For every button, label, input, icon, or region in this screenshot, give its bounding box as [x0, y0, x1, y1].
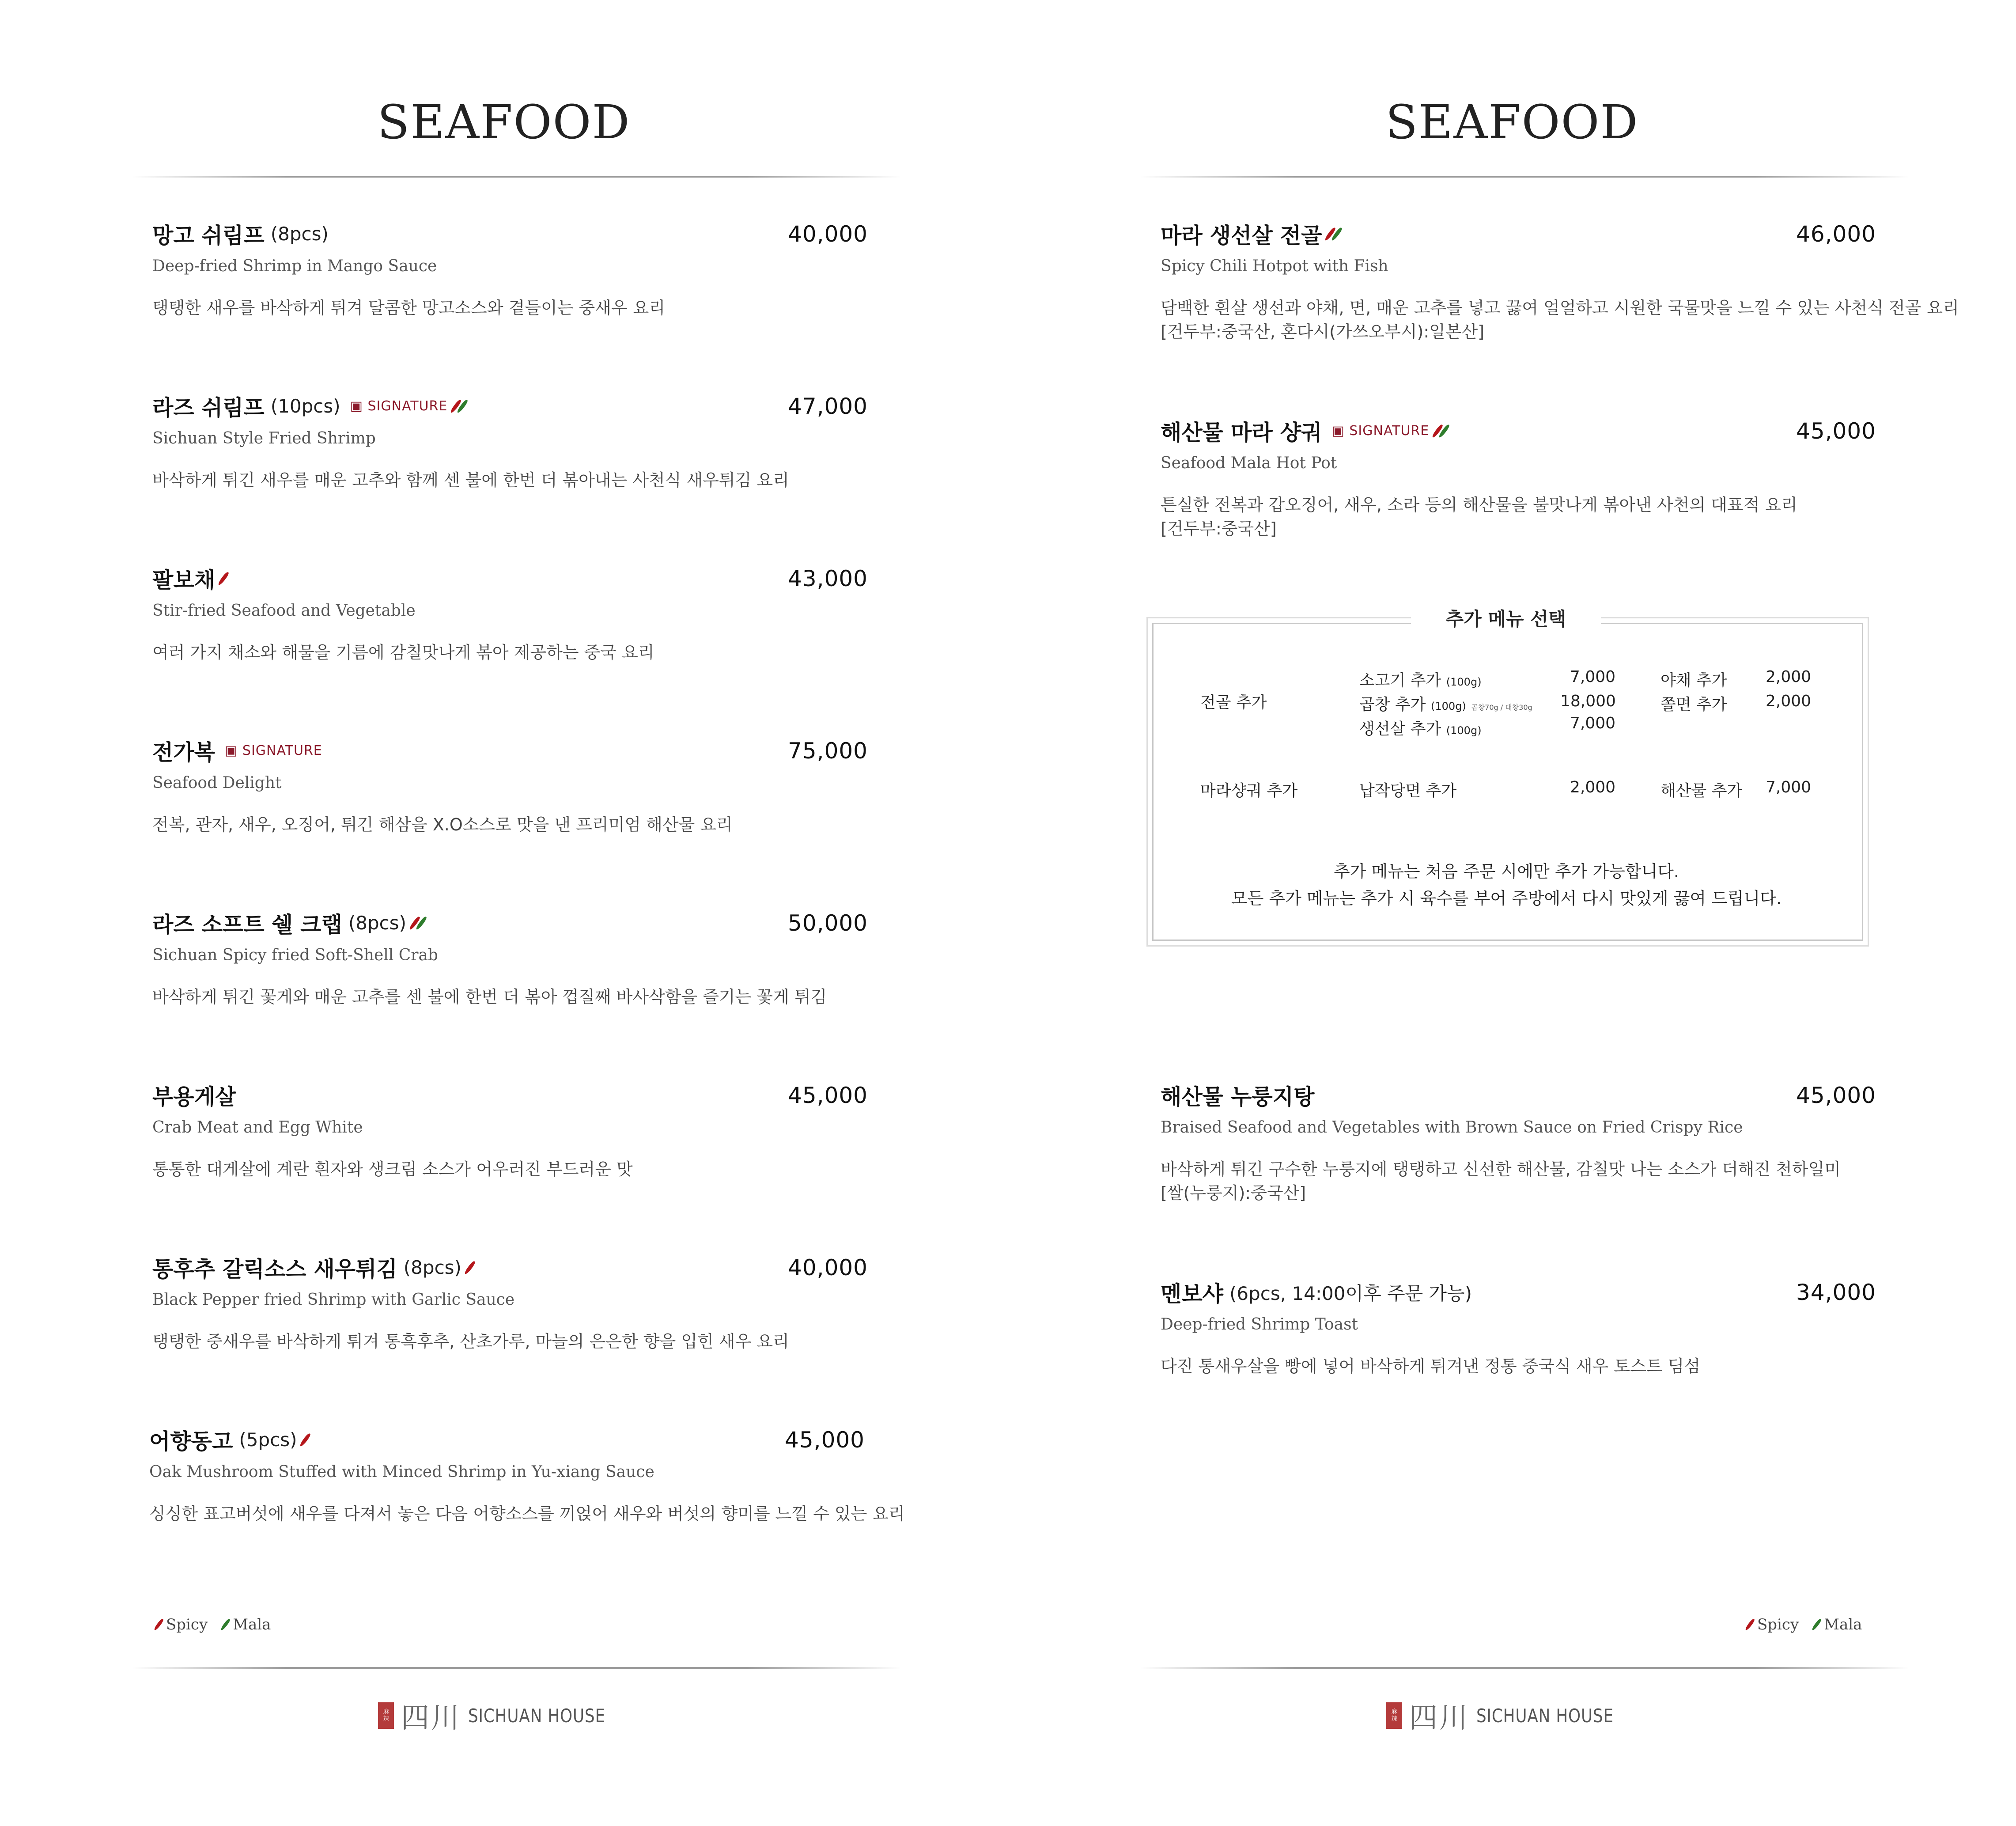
spice-legend [157, 1616, 287, 1633]
spicy-icon [463, 1261, 476, 1275]
addon-note: 추가 메뉴는 처음 주문 시에만 추가 가능합니다. [1333, 862, 1679, 881]
legend-mala-label: Mala [233, 1616, 271, 1633]
item-price: 45,000 [785, 1427, 865, 1453]
addon-vegetable-price: 2,000 [1766, 668, 1812, 686]
addon-hotpot-label: 전골 추가 [1200, 693, 1267, 712]
addon-beef: 소고기 추가 (100g) [1359, 671, 1482, 689]
item-quantity: (8pcs) [270, 223, 329, 245]
item-price: 46,000 [1796, 221, 1876, 247]
item-description: 여러 가지 채소와 해물을 기름에 감칠맛나게 볶아 제공하는 중국 요리 [152, 643, 654, 662]
menu-item [1161, 1276, 1876, 1426]
spice-indicator [303, 1433, 310, 1447]
divider [132, 176, 901, 178]
item-name: 통후추 갈릭소스 새우튀김 [152, 1256, 397, 1282]
item-description: 통통한 대게살에 계란 흰자와 생크림 소스가 어우러진 부드러운 맛 [152, 1159, 633, 1179]
item-description: 바삭하게 튀긴 구수한 누룽지에 탱탱하고 신선한 해산물, 감칠맛 나는 소스가 더해진 천하일미 [쌀(누룽지):중국산] [1161, 1157, 1841, 1205]
page-title: SEAFOOD [1385, 95, 1639, 149]
brand-logo [0, 1695, 1008, 1736]
item-english-name: Oak Mushroom Stuffed with Minced Shrimp in Yu-xiang Sauce [149, 1463, 654, 1481]
legend-spicy-label: Spicy [166, 1616, 208, 1633]
item-price: 34,000 [1796, 1279, 1876, 1305]
item-description: 탱탱한 새우를 바삭하게 튀겨 달콤한 망고소스와 곁들이는 중새우 요리 [152, 298, 666, 318]
spicy-icon [153, 1618, 164, 1631]
item-description: 전복, 관자, 새우, 오징어, 튀긴 해삼을 X.O소스로 맛을 낸 프리미엄 해산물 요리 [152, 815, 733, 834]
item-description: 다진 통새우살을 빵에 넣어 바삭하게 튀겨낸 정통 중국식 새우 토스트 딤섬 [1161, 1356, 1701, 1376]
item-name: 멘보샤 [1161, 1281, 1224, 1307]
item-price: 43,000 [788, 565, 868, 591]
menu-item [152, 1079, 868, 1229]
addon-tripe: 곱창 추가 (100g) 곱창70g / 대창30g [1359, 696, 1532, 714]
item-english-name: Seafood Mala Hot Pot [1161, 454, 1337, 472]
spicy-icon [1744, 1618, 1755, 1631]
item-description: 바삭하게 튀긴 꽃게와 매운 고추를 센 불에 한번 더 볶아 껍질째 바사삭함을 즐기는 꽃게 튀김 [152, 987, 827, 1007]
item-english-name: Black Pepper fried Shrimp with Garlic Sauce [152, 1291, 515, 1309]
logo-english: SICHUAN HOUSE [468, 1705, 606, 1727]
item-english-name: Deep-fried Shrimp Toast [1161, 1315, 1358, 1334]
item-quantity: (5pcs) [239, 1429, 297, 1451]
menu-item [152, 906, 868, 1057]
item-price: 40,000 [788, 221, 868, 247]
divider [1141, 1667, 1909, 1669]
menu-item [152, 390, 868, 540]
brand-logo [1008, 1695, 2016, 1736]
item-name: 전가복 [152, 739, 216, 765]
addon-beef-price: 7,000 [1570, 668, 1616, 686]
item-english-name: Braised Seafood and Vegetables with Brown Sauce on Fried Crispy Rice [1161, 1118, 1743, 1137]
signature-badge: ▣ SIGNATURE [1331, 423, 1430, 439]
item-price: 47,000 [788, 393, 868, 419]
origin-note: [쌀(누룽지):중국산] [1161, 1183, 1306, 1203]
item-quantity: (8pcs) [403, 1257, 461, 1278]
item-price: 45,000 [788, 1082, 868, 1108]
item-name: 망고 쉬림프 [152, 223, 265, 248]
addon-tripe-price: 18,000 [1560, 692, 1616, 710]
spicy-icon [299, 1433, 312, 1447]
item-description: 바삭하게 튀긴 새우를 매운 고추와 함께 센 불에 한번 더 볶아내는 사천식 새우튀김 요리 [152, 470, 789, 490]
spice-legend [1748, 1616, 1862, 1633]
item-quantity: (6pcs, 14:00이후 주문 가능) [1229, 1282, 1472, 1304]
item-name: 해산물 누룽지탕 [1161, 1084, 1315, 1110]
addon-noodle-price: 2,000 [1766, 692, 1812, 710]
item-name: 부용게살 [152, 1084, 236, 1110]
spice-indicator [1435, 424, 1449, 438]
item-name: 라즈 쉬림프 [152, 395, 265, 421]
item-name: 어향동고 [149, 1428, 233, 1454]
item-name: 라즈 소프트 쉘 크랩 [152, 912, 342, 937]
spice-indicator [468, 1261, 474, 1274]
addon-seafood: 해산물 추가 [1660, 782, 1743, 800]
menu-item [152, 217, 868, 367]
signature-badge: ▣ SIGNATURE [350, 398, 448, 414]
menu-item [152, 1251, 868, 1401]
spice-indicator [221, 572, 228, 585]
item-description: 튼실한 전복과 갑오징어, 새우, 소라 등의 해산물을 불맛나게 볶아낸 사천의 대표적 요리 [건두부:중국산] [1161, 493, 1797, 541]
signature-badge: ▣ SIGNATURE [225, 743, 322, 758]
item-description: 탱탱한 중새우를 바삭하게 튀겨 통흑후추, 산초가루, 마늘의 은은한 향을 입힌 새우 요리 [152, 1332, 789, 1351]
item-english-name: Spicy Chili Hotpot with Fish [1161, 257, 1388, 275]
item-english-name: Crab Meat and Egg White [152, 1118, 363, 1137]
addon-title: 추가 메뉴 선택 [1411, 608, 1601, 630]
origin-note: [건두부:중국산] [1161, 519, 1277, 538]
menu-item [1161, 414, 1876, 564]
item-price: 50,000 [788, 910, 868, 936]
addon-mala-label: 마라샹궈 추가 [1200, 782, 1298, 800]
item-name: 마라 생선살 전골 [1161, 223, 1322, 248]
addon-vegetable: 야채 추가 [1660, 671, 1727, 689]
mala-icon [220, 1618, 231, 1631]
item-english-name: Sichuan Style Fried Shrimp [152, 429, 376, 447]
item-price: 45,000 [1796, 1082, 1876, 1108]
legend-spicy-label: Spicy [1757, 1616, 1799, 1633]
page-title: SEAFOOD [377, 95, 631, 149]
spicy-icon [217, 572, 230, 586]
spice-indicator [454, 400, 467, 413]
legend-mala-label: Mala [1824, 1616, 1862, 1633]
addon-seafood-price: 7,000 [1766, 778, 1812, 796]
item-quantity: (8pcs) [348, 912, 406, 934]
menu-item [152, 562, 868, 712]
spice-indicator [412, 917, 426, 930]
item-english-name: Sichuan Spicy fried Soft-Shell Crab [152, 946, 438, 964]
seal-icon: 麻 辣 [1386, 1702, 1402, 1729]
addon-fish-price: 7,000 [1570, 714, 1616, 732]
divider [1141, 176, 1909, 178]
logo-english: SICHUAN HOUSE [1476, 1705, 1614, 1727]
addon-noodle: 쫄면 추가 [1660, 696, 1727, 714]
addon-note: 모든 추가 메뉴는 추가 시 육수를 부어 주방에서 다시 맛있게 끓여 드립니다. [1231, 889, 1782, 908]
item-english-name: Deep-fried Shrimp in Mango Sauce [152, 257, 437, 275]
item-quantity: (10pcs) [270, 395, 340, 417]
addon-fish: 생선살 추가 (100g) [1359, 720, 1482, 738]
item-english-name: Seafood Delight [152, 774, 282, 792]
mala-icon [1811, 1618, 1822, 1631]
addon-glass-noodle: 납작당면 추가 [1359, 782, 1457, 800]
spice-indicator [1328, 227, 1341, 241]
menu-item [149, 1423, 905, 1573]
item-name: 해산물 마라 샹궈 [1161, 420, 1322, 445]
item-name: 팔보채 [152, 567, 216, 593]
addon-glass-noodle-price: 2,000 [1570, 778, 1616, 796]
item-description: 담백한 흰살 생선과 야채, 면, 매운 고추를 넣고 끓여 얼얼하고 시원한 국물맛을 느낄 수 있는 사천식 전골 요리 [건두부:중국산, 혼다시(가쓰오부시):일본산] [1161, 296, 1959, 344]
item-price: 75,000 [788, 738, 868, 764]
divider [132, 1667, 901, 1669]
item-price: 45,000 [1796, 418, 1876, 444]
origin-note: [건두부:중국산, 혼다시(가쓰오부시):일본산] [1161, 322, 1485, 341]
menu-item [152, 734, 868, 884]
item-price: 40,000 [788, 1254, 868, 1280]
item-description: 싱싱한 표고버섯에 새우를 다져서 놓은 다음 어향소스를 끼얹어 새우와 버섯의 향미를 느낄 수 있는 요리 [149, 1504, 905, 1523]
logo-chinese: 四川 [1409, 1702, 1470, 1735]
seal-icon: 麻 辣 [378, 1702, 394, 1729]
menu-item [1161, 217, 1959, 367]
menu-item [1161, 1079, 1876, 1229]
logo-chinese: 四川 [401, 1702, 461, 1735]
item-english-name: Stir-fried Seafood and Vegetable [152, 602, 416, 620]
